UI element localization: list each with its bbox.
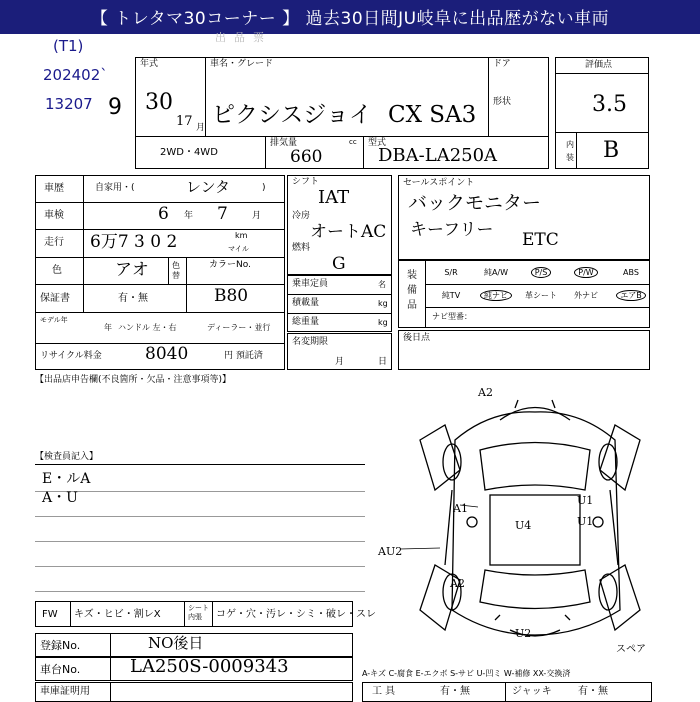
ac-value: オートAC [310,222,387,242]
load-unit: kg [378,299,388,308]
jack-label: ジャッキ [512,686,552,697]
equipment-item [476,269,516,277]
nendo-label: 年式 [140,59,159,69]
footer-tools-box [362,682,652,702]
lot-digit: 9 [108,95,122,120]
equipment-item [476,292,516,300]
history-label: 車歴 [44,183,64,194]
month-unit: 月 [196,123,206,133]
load-label: 積載量 [292,298,320,308]
registration-value: NO後日 [148,634,204,652]
shaken-month: 7 [217,204,228,224]
fuel-value: G [332,254,346,274]
shape-label: 形状 [493,97,512,107]
warranty-options: 有・無 [118,293,148,304]
interior-label: 内装 [566,140,574,162]
model-year-label: モデル年 [40,316,68,324]
title-banner [0,0,700,34]
passengers-unit: 名 [378,280,386,289]
shaken-year-unit: 年 [184,211,194,221]
equipment-item-label: P/S [531,267,552,278]
weight-label: 総重量 [292,317,320,327]
equipment-item-label: ABS [623,268,639,277]
spare-label: スペア [616,644,646,655]
evaluation-score: 3.5 [592,92,627,117]
km-label: km [235,231,248,240]
equipment-item-label: S/R [444,268,458,277]
fw-items: キズ・ヒビ・割レX [74,609,161,620]
name-change-label: 名変期限 [292,337,329,347]
model-label: 型式 [368,138,387,148]
jack-options: 有・無 [578,686,608,697]
cert-label: 車庫証明用 [40,686,90,697]
shift-value: IAT [318,187,350,208]
inspector-line-1: E・ルA [42,471,91,487]
shaken-month-unit: 月 [252,211,262,221]
history-value: レンタ [186,178,231,196]
nendo-value: 30 [145,90,173,115]
name-value: ピクシスジョイ [212,102,372,128]
name-change-day: 日 [378,357,388,367]
name-change-unit: 月 [335,357,345,367]
grade-value: CX SA3 [388,102,477,128]
recycle-value: 8040 [145,344,189,364]
damage-mark: AU2 [378,545,403,558]
damage-legend: A-キズ C-腐食 E-エクボ S-サビ U-凹ミ W-補修 XX-交換済 [362,669,571,678]
recycle-label: リサイクル料金 [40,351,102,361]
ac-label: 冷房 [292,211,311,221]
fuel-label: 燃料 [292,243,311,253]
model-value: DBA-LA250A [378,145,498,166]
banner-text: 【 トレタマ30コーナー 】 過去30日間JU岐阜に出品歴がない車両 [90,9,610,29]
sales-point-2: キーフリー [410,220,494,240]
notes-box [398,330,650,370]
seat-label: シート内張 [188,604,209,621]
equipment-item-label: 純A/W [483,268,509,277]
equipment-item-label: 外ナビ [574,291,598,300]
dealer-label: ディーラー・並行 [207,323,271,332]
equipment-item-label: エアB [616,290,646,301]
damage-mark: A1 [453,502,468,515]
fw-label: FW [42,609,58,620]
tools-label: 工 具 [372,686,396,697]
equipment-item-label: 純ナビ [480,290,512,301]
name-label: 車名・グレード [210,59,274,69]
equipment-item [566,292,606,300]
weight-unit: kg [378,318,388,327]
evaluation-label: 評価点 [585,60,613,70]
tools-options: 有・無 [440,686,470,697]
shaken-label: 車検 [44,210,64,221]
seat-items: コゲ・穴・汚レ・シミ・破レ・スレ [216,609,376,620]
displacement-unit: cc [349,138,357,146]
handle-label: ハンドル 左・右 [118,323,177,332]
equipment-item [521,292,561,300]
shift-label: シフト [292,177,320,187]
faint-header: 出品票 [215,31,272,44]
warranty-label: 保証書 [40,293,70,304]
inspector-line-2: A・U [42,490,78,506]
sales-points-label: セールスポイント [403,178,475,188]
damage-mark: U4 [515,519,532,532]
color-change-label: 色替 [172,261,180,280]
mile-label: マイル [228,245,249,253]
displacement-value: 660 [290,147,323,167]
history-paren: ) [262,183,266,193]
equipment-label: 装備品 [407,270,417,311]
shaken-year: 6 [158,204,169,224]
interior-value: B [603,138,620,163]
notes-label: 後日点 [403,333,431,343]
seller-notes-label: 【出品店申告欄(不良箇所・欠品・注意事項等)】 [35,375,232,385]
inspector-label: 【検査員記入】 [35,452,99,462]
equipment-item [611,269,651,277]
history-options: 自家用・( [95,183,135,193]
damage-mark: A2 [450,577,465,590]
equipment-item [431,292,471,300]
damage-mark: U1 [577,494,594,507]
color-label: 色 [52,265,62,276]
color-no-value: B80 [214,286,249,306]
drive-label: 2WD・4WD [160,147,218,158]
mileage-label: 走行 [44,237,64,248]
damage-mark: A2 [478,386,493,399]
equipment-item-label: P/W [574,267,597,278]
passengers-label: 乗車定員 [292,279,329,289]
damage-mark: U2 [515,627,532,640]
sales-point-3: ETC [522,230,559,250]
door-label: ドア [493,59,511,69]
recycle-unit: 円 預託済 [224,351,263,361]
equipment-item [521,269,561,277]
color-no-label: カラーNo. [209,260,251,270]
lot-date: 202402` [43,66,108,84]
mileage-value: 6万7 3 0 2 [90,232,178,252]
car-damage-diagram [400,380,660,645]
sales-point-1: バックモニター [408,192,542,214]
chassis-label: 車台No. [40,663,81,676]
navi-label: ナビ型番： [432,312,472,321]
month-value: 17 [176,114,193,129]
lot-prefix: (T1) [53,37,84,55]
equipment-item [611,292,651,300]
registration-label: 登録No. [40,639,81,652]
year-unit: 年 [104,323,112,332]
equipment-item-label: 革シート [525,291,557,300]
lot-number: 13207 [45,95,93,113]
chassis-value: LA250S-0009343 [130,656,289,677]
equipment-item-label: 純TV [441,291,461,300]
damage-mark: U1 [577,515,594,528]
equipment-item [566,269,606,277]
displacement-label: 排気量 [270,138,298,148]
equipment-item [431,269,471,277]
color-value: アオ [115,260,149,280]
